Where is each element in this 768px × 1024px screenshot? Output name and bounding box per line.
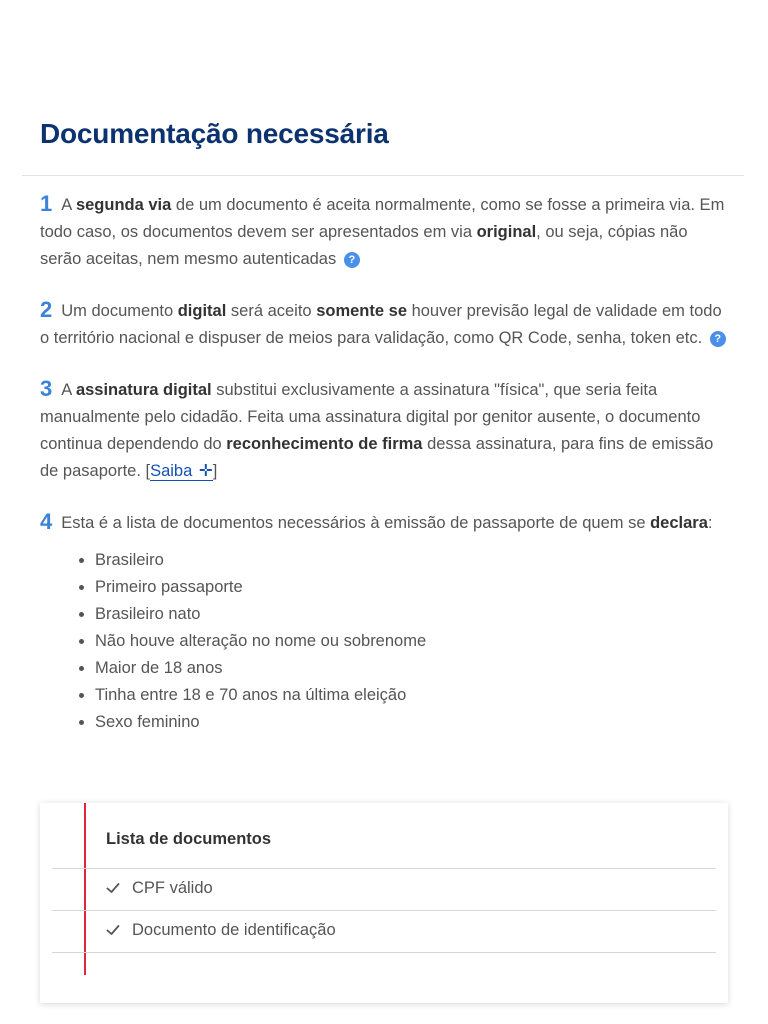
list-item: • Não houve alteração no nome ou sobrenome (95, 628, 730, 655)
item-text: ] (212, 462, 218, 480)
item-text: substitui exclusivamente a assinatura "física", que seria feita manualmente pelo cidadão. Feita uma assinatura digital por genitor ausente, o documento continua dependendo do (40, 381, 701, 453)
document-row-identificacao[interactable] (52, 910, 716, 952)
requirement-item-3 (40, 375, 730, 485)
item-text: dessa assinatura, para fins de emissão de pasaporte. [ (40, 435, 714, 480)
check-icon (106, 881, 120, 895)
page-title: Documentação necessária (40, 118, 389, 149)
item-text: será aceito (226, 302, 317, 320)
list-item: • Brasileiro nato (95, 601, 730, 628)
help-circle-icon[interactable]: ? (710, 331, 726, 347)
requirement-item-2 (40, 296, 730, 352)
document-label: CPF válido (132, 879, 213, 897)
item-emphasis: declara (650, 514, 708, 532)
requirements-content (40, 190, 730, 759)
check-icon (106, 923, 120, 937)
list-item: • Brasileiro (95, 547, 730, 574)
requirement-item-4 (40, 508, 730, 736)
item-text: Esta é a lista de documentos necessários à emissão de passaporte de quem se (61, 514, 651, 532)
item-text: Um documento (61, 302, 178, 320)
item-number: 2 (40, 297, 53, 322)
item-number: 4 (40, 509, 53, 534)
item-number: 3 (40, 376, 53, 401)
help-circle-icon[interactable]: ? (344, 252, 360, 268)
document-list-card (40, 803, 728, 1003)
list-item: • Tinha entre 18 e 70 anos na última eleição (95, 682, 730, 709)
item-text: A (61, 381, 76, 399)
item-text: A (61, 196, 76, 214)
item-emphasis: assinatura digital (75, 381, 212, 399)
item-emphasis: digital (177, 302, 227, 320)
item-text: de um documento é aceita normalmente, como se fosse a primeira via. Em todo caso, os documentos devem ser apresentados em via (40, 196, 725, 241)
item-emphasis: segunda via (75, 196, 172, 214)
item-text: , ou seja, cópias não serão aceitas, nem mesmo autenticadas (40, 223, 688, 268)
list-item: • Maior de 18 anos (95, 655, 730, 682)
document-row-partial[interactable] (52, 952, 716, 994)
declaration-list (40, 547, 730, 736)
card-header: Lista de documentos (106, 830, 272, 848)
list-item: • Sexo feminino (95, 709, 730, 736)
link-label: Saiba (150, 462, 193, 480)
title-divider (22, 175, 744, 176)
plus-icon: ✛ (198, 462, 213, 480)
requirement-item-1 (40, 190, 730, 273)
item-emphasis: reconhecimento de firma (226, 435, 423, 453)
document-label: Documento de identificação (132, 921, 336, 939)
list-item: • Primeiro passaporte (95, 574, 730, 601)
item-emphasis: original (476, 223, 537, 241)
document-row-cpf[interactable] (52, 868, 716, 910)
item-emphasis: somente se (316, 302, 407, 320)
item-number: 1 (40, 191, 53, 216)
item-text: houver previsão legal de validade em todo o território nacional e dispuser de meios para validação, como QR Code, senha, token etc. (40, 302, 722, 347)
saiba-mais-link[interactable] (150, 462, 213, 481)
item-text: : (707, 514, 713, 532)
